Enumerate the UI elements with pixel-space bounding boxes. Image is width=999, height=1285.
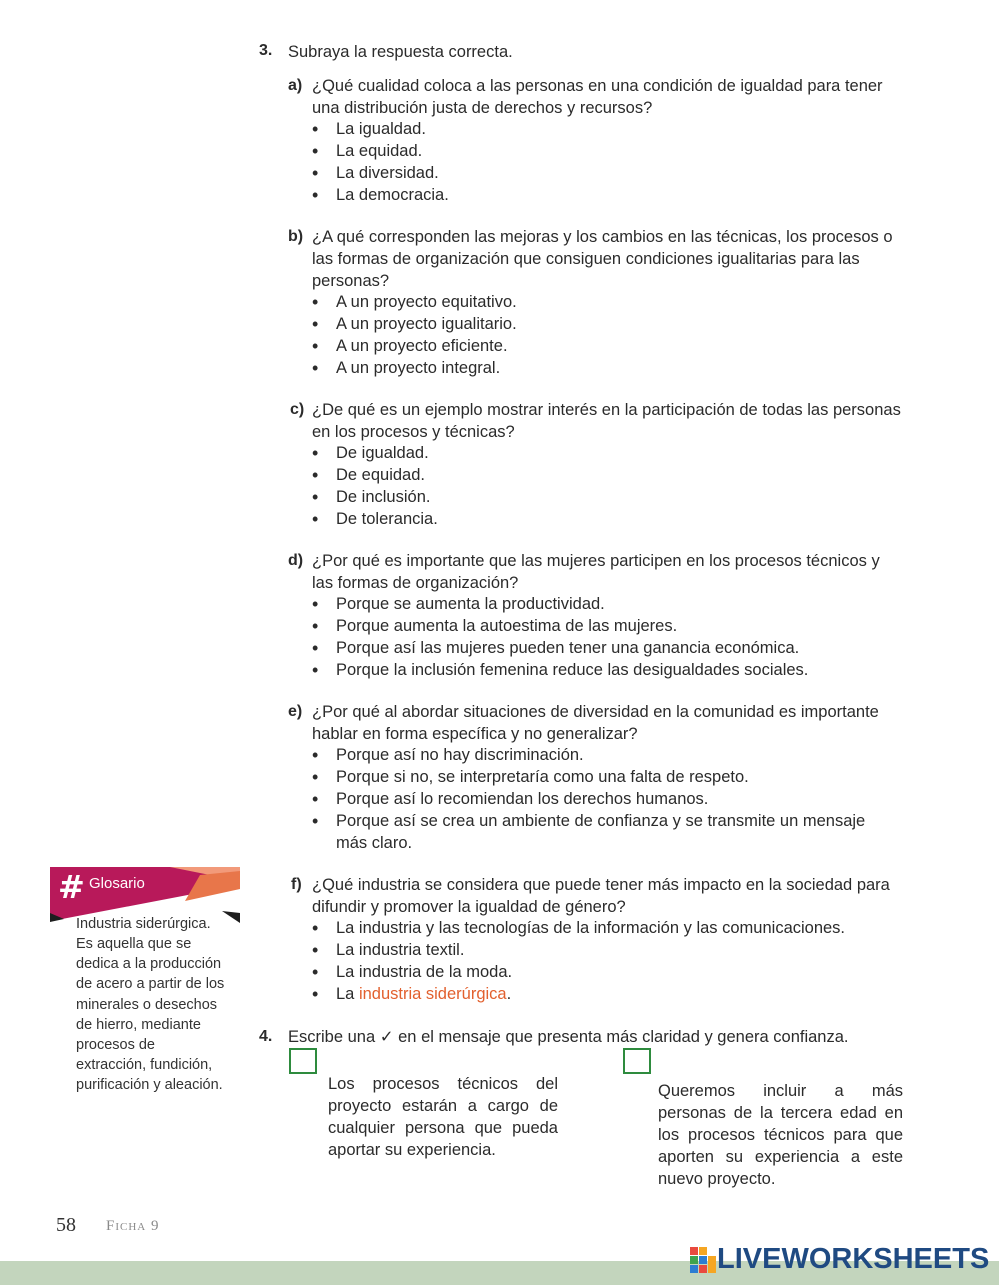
option-prefix: La — [336, 985, 359, 1003]
item-b-option[interactable]: • A un proyecto eficiente. — [312, 335, 902, 357]
item-c-label: c) — [290, 401, 305, 418]
answer-checkbox-1[interactable] — [289, 1048, 317, 1074]
item-a-option[interactable]: • La igualdad. — [312, 118, 902, 140]
item-a-options — [312, 118, 902, 206]
glossary-title: Glosario — [89, 875, 145, 892]
item-d-option[interactable]: • Porque aumenta la autoestima de las mujeres. — [312, 615, 902, 637]
item-a-option[interactable]: • La democracia. — [312, 184, 902, 206]
liveworksheets-brand[interactable]: LIVEWORKSHEETS — [717, 1243, 990, 1275]
item-a-label: a) — [288, 77, 303, 94]
item-d-option[interactable]: • Porque así las mujeres pueden tener una ganancia económica. — [312, 637, 902, 659]
section-label: Ficha 9 — [106, 1218, 160, 1234]
item-b-option[interactable]: • A un proyecto igualitario. — [312, 313, 902, 335]
question-4-number: 4. — [259, 1028, 273, 1045]
item-c-option[interactable]: • De inclusión. — [312, 486, 902, 508]
item-b-options — [312, 291, 902, 379]
item-f-label: f) — [291, 876, 302, 893]
item-c-option[interactable]: • De igualdad. — [312, 442, 902, 464]
answer-option-2: Queremos incluir a más personas de la tercera edad en los procesos técnicos para que aporten su experiencia a este nuevo proyecto. — [658, 1082, 903, 1188]
option-suffix: . — [506, 985, 512, 1003]
item-d-option[interactable]: • Porque la inclusión femenina reduce las desigualdades sociales. — [312, 659, 902, 681]
item-a-option[interactable]: • La equidad. — [312, 140, 902, 162]
item-b-option[interactable]: • A un proyecto integral. — [312, 357, 902, 379]
item-d-option[interactable]: • Porque se aumenta la productividad. — [312, 593, 902, 615]
item-e-option[interactable]: • Porque así lo recomiendan los derechos humanos. — [312, 788, 884, 810]
item-e-options — [312, 744, 884, 854]
item-e-option[interactable]: • Porque si no, se interpretaría como una falta de respeto. — [312, 766, 884, 788]
item-b-label: b) — [288, 228, 304, 245]
glossary-term: Industria siderúrgica. — [76, 916, 211, 932]
item-a-question: ¿Qué cualidad coloca a las personas en una condición de igualdad para tener una distribución justa de derechos y recursos? — [312, 77, 883, 117]
logo-blocks — [690, 1247, 720, 1273]
hashtag-icon: # — [58, 868, 85, 906]
item-e-option[interactable]: • Porque así no hay discriminación. — [312, 744, 884, 766]
question-3-instruction: Subraya la respuesta correcta. — [288, 43, 513, 61]
item-e-option[interactable]: • Porque así se crea un ambiente de confianza y se transmite un mensaje más claro. — [312, 810, 884, 854]
question-3-number: 3. — [259, 42, 273, 59]
item-f-option[interactable]: • La industria de la moda. — [312, 961, 902, 983]
item-b-question: ¿A qué corresponden las mejoras y los cambios en las técnicas, los procesos o las formas de organización que consiguen condiciones igualitarias para las personas? — [312, 228, 893, 290]
item-f-option[interactable]: • La industria y las tecnologías de la información y las comunicaciones. — [312, 917, 902, 939]
page-number: 58 — [56, 1214, 76, 1236]
item-a-option[interactable]: • La diversidad. — [312, 162, 902, 184]
question-4-instruction: Escribe una ✓ en el mensaje que presenta más claridad y genera confianza. — [288, 1028, 849, 1046]
item-f-question: ¿Qué industria se considera que puede tener más impacto en la sociedad para difundir y promover la igualdad de género? — [312, 876, 890, 916]
liveworksheets-logo-icon — [690, 1247, 720, 1273]
answer-checkbox-2[interactable] — [623, 1048, 651, 1074]
item-d-label: d) — [288, 552, 304, 569]
item-d-question: ¿Por qué es importante que las mujeres participen en los procesos técnicos y las formas de organización? — [312, 552, 880, 592]
answer-option-1: Los procesos técnicos del proyecto estarán a cargo de cualquier persona que pueda aportar su experiencia. — [328, 1075, 558, 1159]
item-f-option-last[interactable] — [312, 983, 902, 1005]
item-c-options — [312, 442, 902, 530]
item-b-option[interactable]: • A un proyecto equitativo. — [312, 291, 902, 313]
item-f-option[interactable]: • La industria textil. — [312, 939, 902, 961]
item-f-options — [312, 917, 902, 1005]
glossary-definition: Es aquella que se dedica a la producción de acero a partir de los minerales o desechos de hierro, mediante procesos de extracción, fundición, purificación y aleación. — [76, 936, 225, 1094]
glossary-term-link[interactable]: industria siderúrgica — [358, 985, 507, 1003]
item-e-question: ¿Por qué al abordar situaciones de diversidad en la comunidad es importante hablar en forma específica y no generalizar? — [312, 703, 879, 743]
item-c-option[interactable]: • De tolerancia. — [312, 508, 902, 530]
item-e-label: e) — [288, 703, 303, 720]
item-d-options — [312, 593, 902, 681]
item-c-question: ¿De qué es un ejemplo mostrar interés en la participación de todas las personas en los procesos y técnicas? — [312, 401, 901, 441]
item-c-option[interactable]: • De equidad. — [312, 464, 902, 486]
